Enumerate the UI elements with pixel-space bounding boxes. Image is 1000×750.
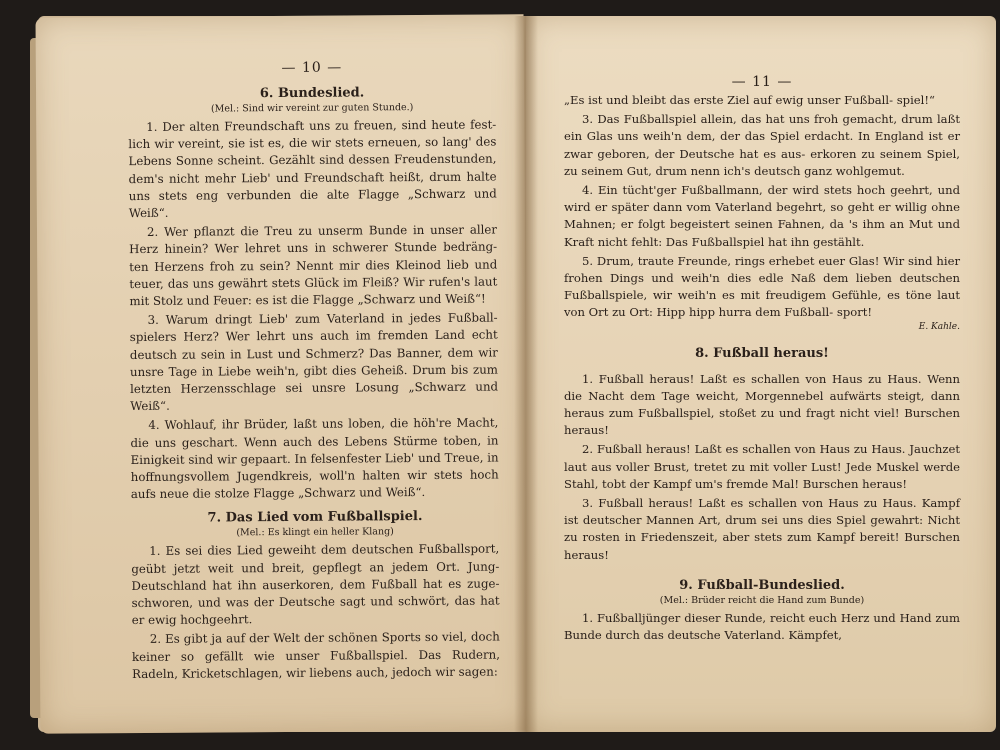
verse: 3. Das Fußballspiel allein, das hat uns froh gemacht, drum laßt ein Glas uns weih'n dem, der das Spiel erdacht. In England ist er zwar geboren, der Deutsche hat es aus- erkoren zu seinem Spiel, zu seinem Gut, drum nenn ich's deutsch ganz wohlgemut. [564, 112, 960, 178]
page-number: — 11 — [731, 74, 793, 90]
melody-note: (Mel.: Brüder reicht die Hand zum Bunde) [659, 594, 865, 606]
melody-note: (Mel.: Sind wir vereint zur guten Stunde.) [210, 102, 414, 115]
right-page [526, 16, 996, 732]
page-number: — 10 — [281, 59, 343, 76]
verse: 3. Warum dringt Lieb' zum Vaterland in jedes Fußball- spielers Herz? Wer lehrt uns auch im fremden Land echt deutsch zu sein in Lust und Schmerz? Das Banner, dem wir unsre Tage in Liebe weih'n, gibt dies Geheiß. Drum bis zum letzten Herzensschlage sei unsre Losung „Schwarz und Weiß“. [129, 310, 499, 414]
verse: 2. Es gibt ja auf der Welt der schönen Sports so viel, doch keiner so gefällt wie unser Fußballspiel. Das Rudern, Radeln, Kricketschlagen, wir liebens auch, jedoch wir sagen: [131, 629, 501, 681]
verse: 4. Ein tücht'ger Fußballmann, der wird stets hoch geehrt, und wird er später dann vom Vaterland begehrt, so geht er willig ohne Mahnen; er folgt begeistert seinen Fahnen, da 's ihm an Mut und Kraft nicht fehlt: Das Fußballspiel hat ihn gestählt. [564, 183, 960, 249]
song-title: 6. Bundeslied. [259, 85, 365, 102]
melody-note: (Mel.: Es klingt ein heller Klang) [236, 526, 394, 539]
verse: „Es ist und bleibt das erste Ziel auf ewig unser Fußball- spiel!“ [564, 93, 935, 107]
song-title: 7. Das Lied vom Fußballspiel. [207, 509, 423, 526]
verse: 1. Der alten Freundschaft uns zu freuen, sind heute fest- lich wir vereint, sie ist es, die wir stets erneuen, so lang' des Lebens Sonne scheint. Gezählt sind dessen Freudenstunden, dem's nicht mehr Lieb' und Freundschaft heißt, drum halte uns stets eng verbunden die alte Flagge „Schwarz und Weiß“. [128, 117, 497, 221]
open-book [38, 16, 996, 732]
verse: 2. Wer pflanzt die Treu zu unserm Bunde in unser aller Herz hinein? Wer lehret uns in schwerer Stunde bedräng- ten Herzens froh zu sein? Nennt mir dies Kleinod lieb und teuer, das uns gewährt stets Glück im Fleiß? Wir rufen's laut mit Stolz und Feuer: es ist die Flagge „Schwarz und Weiß“! [129, 222, 498, 309]
verse: 1. Fußballjünger dieser Runde, reicht euch Herz und Hand zum Bunde durch das deutsche Vaterland. Kämpfet, [564, 610, 960, 643]
left-page [36, 14, 529, 733]
verse: 4. Wohlauf, ihr Brüder, laßt uns loben, die höh're Macht, die uns geschart. Wenn auch des Lebens Stürme toben, in Einigkeit sind wir gepaart. In felsenfester Lieb' und Treue, in hoffnungsvollem Jugendkreis, woll'n halten wir stets hoch aufs neue die stolze Flagge „Schwarz und Weiß“. [130, 415, 499, 502]
verse: 1. Es sei dies Lied geweiht dem deutschen Fußballsport, geübt jetzt weit und breit, gepflegt an jedem Ort. Jung- Deutschland hat ihn auserkoren, dem Fußball hat es zuge- schworen, und was der Deutsche sagt und schwört, das hat er ewig hochgeehrt. [131, 541, 500, 628]
verse: 3. Fußball heraus! Laßt es schallen von Haus zu Haus. Kampf ist deutscher Mannen Art, drum sei uns dies Spiel gewahrt: Nicht zu rosten in Friedenszeit, aber stets zum Kampf bereit! Burschen heraus! [564, 496, 960, 562]
verse: 1. Fußball heraus! Laßt es schallen von Haus zu Haus. Wenn die Nacht dem Tage weicht, Morgennebel aufwärts steigt, dann heraus zum Fußballspiel, stoßet zu und fragt nicht viel! Burschen heraus! [564, 371, 960, 438]
author-credit: E. Kahle. [918, 321, 960, 332]
verse: 2. Fußball heraus! Laßt es schallen von Haus zu Haus. Jauchzet laut aus voller Brust, tretet zu mit voller Lust! Jede Muskel werde Stahl, tobt der Kampf um's fremde Mal! Burschen heraus! [564, 442, 960, 491]
verse: 5. Drum, traute Freunde, rings erhebet euer Glas! Wir sind hier frohen Dings und weih'n dies edle Naß dem lieben deutschen Fußballspiele, wir weih'n es mit freudigem Gefühle, es töne laut von Ort zu Ort: Hipp hipp hurra dem Fußball- sport! [564, 253, 960, 320]
song-title: 8. Fußball heraus! [695, 345, 829, 361]
song-title: 9. Fußball-Bundeslied. [679, 577, 845, 593]
